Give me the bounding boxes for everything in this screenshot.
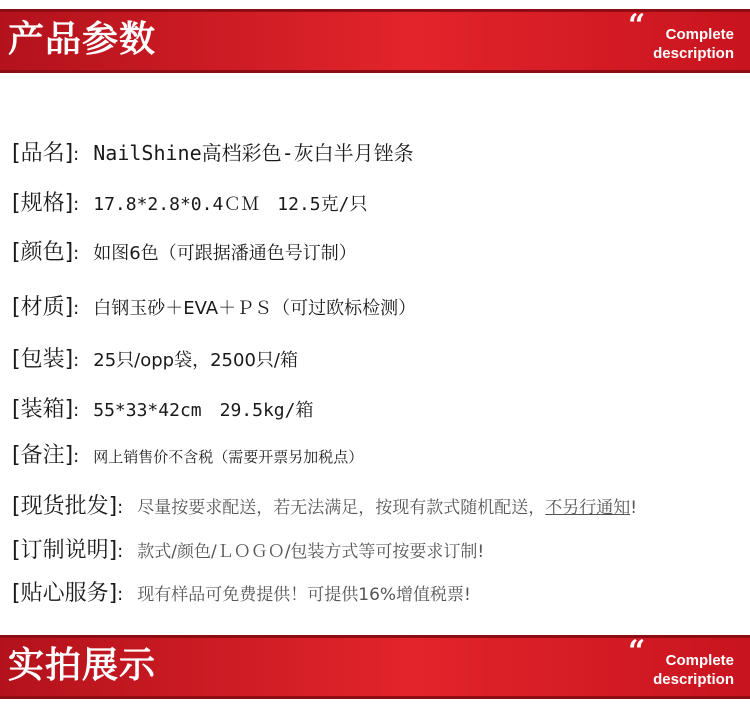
banner-subtitle-line2: description bbox=[653, 45, 734, 62]
param-row-packing bbox=[12, 342, 298, 373]
param-label: [包装] bbox=[12, 347, 74, 372]
param-colon: : bbox=[73, 446, 80, 467]
param-value: 17.8*2.8*0.4ＣＭ 12.5克/只 bbox=[93, 194, 368, 215]
note-value: 尽量按要求配送，若无法满足，按现有款式随机配送， bbox=[137, 498, 546, 518]
bottom-banner bbox=[0, 635, 750, 699]
param-row-remark bbox=[12, 438, 363, 469]
param-value: NailShine高档彩色-灰白半月锉条 bbox=[93, 141, 414, 165]
section-title: 实拍展示 bbox=[8, 645, 157, 686]
quote-mark-icon: “ bbox=[628, 8, 646, 43]
param-label: [备注] bbox=[12, 443, 74, 468]
banner-subtitle-line2: description bbox=[653, 671, 734, 688]
param-row-material bbox=[12, 290, 416, 321]
param-value: 25只/opp袋，2500只/箱 bbox=[93, 350, 298, 371]
banner-subtitle bbox=[624, 651, 734, 689]
banner-stripe bbox=[0, 70, 750, 73]
param-colon: : bbox=[73, 243, 80, 264]
param-colon: : bbox=[73, 144, 80, 165]
note-row-service bbox=[12, 576, 471, 607]
param-label: [装箱] bbox=[12, 397, 74, 422]
note-colon: : bbox=[117, 497, 124, 518]
param-value: 55*33*42cm 29.5kg/箱 bbox=[93, 400, 314, 421]
param-row-spec bbox=[12, 186, 367, 217]
banner-subtitle-line1: Complete bbox=[665, 26, 734, 43]
note-colon: : bbox=[117, 584, 124, 605]
param-colon: : bbox=[73, 400, 80, 421]
param-value: 白钢玉砂＋EVA＋ＰＳ（可过欧标检测） bbox=[93, 298, 417, 319]
param-row-color bbox=[12, 235, 357, 266]
note-value: 现有样品可免费提供！可提供16%增值税票! bbox=[137, 585, 471, 605]
banner-subtitle-line1: Complete bbox=[665, 652, 734, 669]
top-banner bbox=[0, 9, 750, 73]
banner-stripe bbox=[0, 696, 750, 699]
param-colon: : bbox=[73, 298, 80, 319]
note-label: [贴心服务] bbox=[12, 581, 118, 606]
param-label: [材质] bbox=[12, 295, 74, 320]
param-label: [品名] bbox=[12, 141, 74, 166]
param-value: 网上销售价不含税（需要开票另加税点） bbox=[93, 448, 364, 466]
note-value: 款式/颜色/ＬＯＧＯ/包装方式等可按要求订制! bbox=[137, 542, 485, 562]
section-title: 产品参数 bbox=[8, 19, 157, 60]
banner-subtitle bbox=[624, 25, 734, 63]
note-label: [订制说明] bbox=[12, 538, 118, 563]
note-colon: : bbox=[117, 541, 124, 562]
note-row-custom bbox=[12, 533, 484, 564]
param-label: [颜色] bbox=[12, 240, 74, 265]
param-colon: : bbox=[73, 350, 80, 371]
param-row-name bbox=[12, 136, 414, 167]
param-row-carton bbox=[12, 392, 313, 423]
note-value-underlined: 不另行通知 bbox=[545, 498, 631, 518]
quote-mark-icon: “ bbox=[628, 634, 646, 669]
param-value: 如图6色（可跟据潘通色号订制） bbox=[93, 243, 357, 264]
param-colon: : bbox=[73, 194, 80, 215]
note-value-tail: ! bbox=[630, 498, 638, 518]
note-label: [现货批发] bbox=[12, 494, 118, 519]
note-row-wholesale bbox=[12, 489, 637, 520]
param-label: [规格] bbox=[12, 191, 74, 216]
